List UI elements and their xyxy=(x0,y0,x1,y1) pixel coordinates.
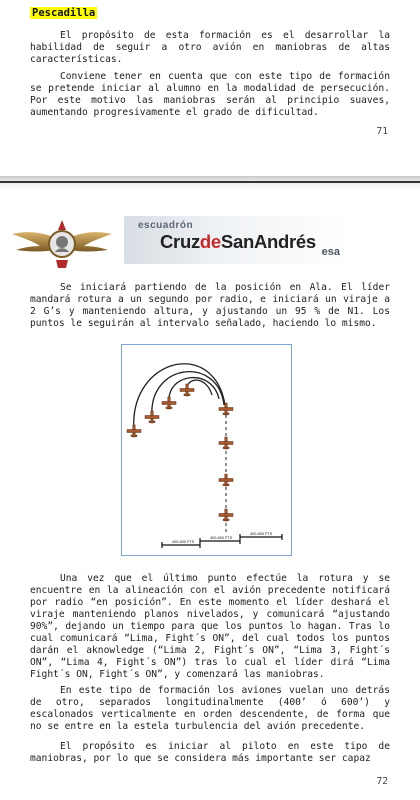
separation-label-1: 400-600 FTS xyxy=(172,540,195,544)
section-heading: Pescadilla xyxy=(32,7,96,19)
turn-arc-1 xyxy=(134,364,226,431)
aircraft-icon-7 xyxy=(219,474,233,486)
formation-diagram xyxy=(121,344,292,556)
paragraph-1: El propósito de esta formación es el desarrollar la habilidad de seguir a otro avión en maniobras de altas características. xyxy=(30,30,390,65)
separation-label-2: 400-600 FTS xyxy=(210,536,233,540)
aircraft-icon-8 xyxy=(219,509,233,521)
aircraft-icon-2 xyxy=(145,411,159,423)
separation-label-3: 400-600 FTS xyxy=(250,532,273,536)
squadron-emblem-icon xyxy=(10,212,114,276)
paragraph-3: Se iniciará partiendo de la posición en Ala. El líder mandará rotura a un segundo por radio, e iniciará un viraje a 2 G’s y manteniendo altura, y ajustando un 95 % de N1. Los puntos le seguirán al intervalo señalado, haciendo lo mismo. xyxy=(30,282,390,329)
squadron-banner xyxy=(124,216,346,264)
page-number: 71 xyxy=(376,126,388,137)
banner-title xyxy=(160,231,316,253)
banner-title-part1: Cruz xyxy=(160,231,200,252)
page-separator xyxy=(0,176,420,190)
aircraft-icon-3 xyxy=(162,397,176,409)
banner-title-part3: SanAndrés xyxy=(220,231,316,252)
aircraft-icon-5 xyxy=(219,403,233,415)
paragraph-6: El propósito es iniciar al piloto en este tipo de maniobras, por lo que se considera más importante ser capaz xyxy=(30,741,390,764)
aircraft-icon-6 xyxy=(219,437,233,449)
aircraft-icon-1 xyxy=(127,425,141,437)
page-72 xyxy=(0,190,420,800)
aircraft-icon-4 xyxy=(180,384,194,396)
page-71 xyxy=(0,0,420,176)
page-separator-line xyxy=(0,181,420,183)
banner-abbr: esa xyxy=(321,246,340,258)
paragraph-5: En este tipo de formación los aviones vuelan uno detrás de otro, separados longitudinalmente (400’ ó 600’) y escalonados verticalmente en orden descendente, de forma que no se entre en la estela turbulencia del avión precedente. xyxy=(30,685,390,732)
page-number: 72 xyxy=(376,776,388,787)
paragraph-4: Una vez que el último punto efectúe la rotura y se encuentre en la alineación con el avión precedente notificará por radio “en posición”. En este momento el líder deshará el viraje manteniendo planos nivelados, y comunicará “ajustando 90%”, dejando un tiempo para que los puntos lo hagan. Tras lo cual comunicará “Lima, Fight´s ON”, del cual todos los puntos darán el aknowledge (“Lima 2, Fight´s ON”, “Lima 3, Fight´s ON”, “Lima 4, Fight´s ON”) tras lo cual el líder dirá “Lima Fight´s ON, Fight´s ON”, y comenzará las maniobras. xyxy=(30,573,390,680)
banner-escuadron-label: escuadrón xyxy=(138,220,194,231)
banner-title-part2: de xyxy=(199,231,221,252)
paragraph-2: Conviene tener en cuenta que con este tipo de formación se pretende iniciar al alumno en la modalidad de persecución. Por este motivo las maniobras serán al principio suaves, aumentando progresivamente el grado de dificultad. xyxy=(30,71,390,118)
